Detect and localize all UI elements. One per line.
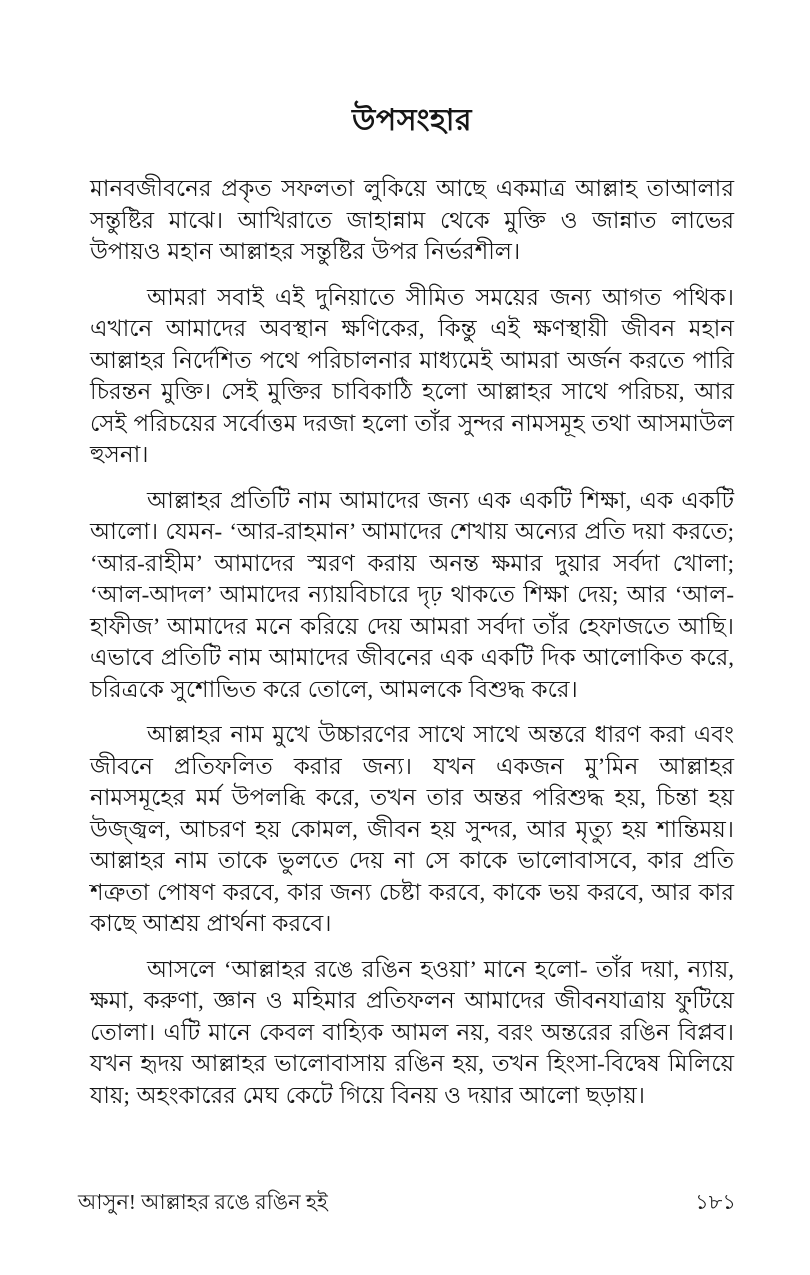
footer-page-number: ১৮১ — [695, 1190, 736, 1214]
page-footer — [78, 1186, 736, 1221]
paragraph: আল্লাহর প্রতিটি নাম আমাদের জন্য এক একটি শিক্ষা, এক একটি আলো। যেমন- ‘আর-রাহমান’ আমাদের শেখায় অন্যের প্রতি দয়া করতে; ‘আর-রাহীম’ আমাদের স্মরণ করায় অনন্ত ক্ষমার দুয়ার সর্বদা খোলা; ‘আল-আদল’ আমাদের ন্যায়বিচারে দৃঢ় থাকতে শিক্ষা দেয়; আর ‘আল-হাফীজ’ আমাদের মনে করিয়ে দেয় আমরা সর্বদা তাঁর হেফাজতে আছি। এভাবে প্রতিটি নাম আমাদের জীবনের এক একটি দিক আলোকিত করে, চরিত্রকে সুশোভিত করে তোলে, আমলকে বিশুদ্ধ করে। — [90, 487, 734, 702]
footer-book-title: আসুন! আল্লাহর রঙে রঙিন হই — [78, 1190, 328, 1214]
paragraph: আল্লাহর নাম মুখে উচ্চারণের সাথে সাথে অন্তরে ধারণ করা এবং জীবনে প্রতিফলিত করার জন্য। যখন একজন মু’মিন আল্লাহর নামসমূহের মর্ম উপলব্ধি করে, তখন তার অন্তর পরিশুদ্ধ হয়, চিন্তা হয় উজ্জ্বল, আচরণ হয় কোমল, জীবন হয় সুন্দর, আর মৃত্যু হয় শান্তিময়। আল্লাহর নাম তাকে ভুলতে দেয় না সে কাকে ভালোবাসবে, কার প্রতি শত্রুতা পোষণ করবে, কার জন্য চেষ্টা করবে, কাকে ভয় করবে, আর কার কাছে আশ্রয় প্রার্থনা করবে। — [90, 722, 734, 936]
paragraph: মানবজীবনের প্রকৃত সফলতা লুকিয়ে আছে একমাত্র আল্লাহ তাআলার সন্তুষ্টির মাঝে। আখিরাতে জাহান্নাম থেকে মুক্তি ও জান্নাত লাভের উপায়ও মহান আল্লাহর সন্তুষ্টির উপর নির্ভরশীল। — [90, 176, 734, 264]
paragraph: আমরা সবাই এই দুনিয়াতে সীমিত সময়ের জন্য আগত পথিক। এখানে আমাদের অবস্থান ক্ষণিকের, কিন্তু এই ক্ষণস্থায়ী জীবন মহান আল্লাহর নির্দেশিত পথে পরিচালনার মাধ্যমেই আমরা অর্জন করতে পারি চিরন্তন মুক্তি। সেই মুক্তির চাবিকাঠি হলো আল্লাহর সাথে পরিচয়, আর সেই পরিচয়ের সর্বোত্তম দরজা হলো তাঁর সুন্দর নামসমূহ তথা আসমাউল হুসনা। — [90, 284, 734, 467]
paragraph: আসলে ‘আল্লাহর রঙে রঙিন হওয়া’ মানে হলো- তাঁর দয়া, ন্যায়, ক্ষমা, করুণা, জ্ঞান ও মহিমার প্রতিফলন আমাদের জীবনযাত্রায় ফুটিয়ে তোলা। এটি মানে কেবল বাহ্যিক আমল নয়, বরং অন্তরের রঙিন বিপ্লব। যখন হৃদয় আল্লাহর ভালোবাসায় রঙিন হয়, তখন হিংসা-বিদ্বেষ মিলিয়ে যায়; অহংকারের মেঘ কেটে গিয়ে বিনয় ও দয়ার আলো ছড়ায়। — [90, 956, 734, 1108]
chapter-body — [90, 173, 734, 1111]
chapter-title: উপসংহার — [352, 104, 472, 137]
